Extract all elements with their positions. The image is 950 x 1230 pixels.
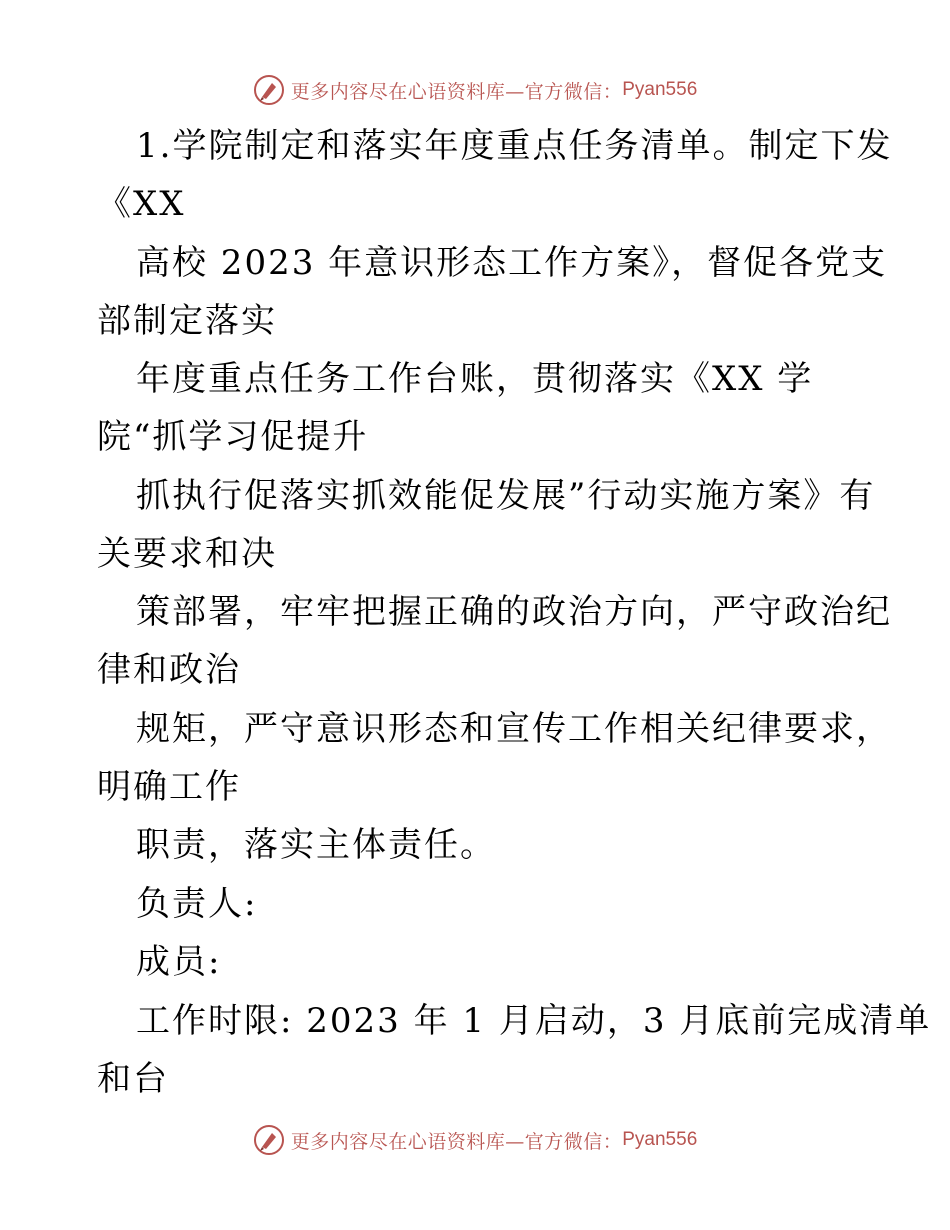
body-line: 规矩，严守意识形态和宣传工作相关纪律要求， — [136, 709, 892, 749]
body-line: 工作时限: 2023 年 1 月启动，3 月底前完成清单 — [136, 1001, 932, 1041]
body-line: 职责，落实主体责任。 — [136, 825, 496, 865]
body-line: 策部署，牢牢把握正确的政治方向，严守政治纪 — [136, 592, 892, 632]
body-line: 成员: — [136, 942, 222, 982]
body-line: 1.学院制定和落实年度重点任务清单。制定下发 — [136, 126, 893, 166]
watermark-wechat-id: Pyan556 — [622, 1129, 698, 1150]
body-line: 抓执行促落实抓效能促发展”行动实施方案》有 — [136, 476, 876, 516]
body-line: 和台 — [97, 1059, 169, 1099]
body-line: 《XX — [97, 184, 186, 224]
body-line: 院“抓学习促提升 — [97, 417, 369, 457]
body-line: 关要求和决 — [97, 534, 277, 574]
body-line: 部制定落实 — [97, 301, 277, 341]
body-line: 律和政治 — [97, 650, 241, 690]
body-line: 明确工作 — [97, 767, 241, 807]
watermark-text: 更多内容尽在心语资料库—官方微信： — [290, 80, 623, 103]
body-line: 年度重点任务工作台账，贯彻落实《XX 学 — [136, 359, 814, 399]
watermark-wechat-id: Pyan556 — [622, 79, 698, 100]
pen-nib-logo-icon — [253, 1124, 285, 1156]
body-line: 负责人: — [136, 884, 258, 924]
footer-watermark — [0, 1122, 950, 1158]
body-line: 高校 2023 年意识形态工作方案》，督促各党支 — [136, 243, 888, 283]
watermark-text: 更多内容尽在心语资料库—官方微信： — [290, 1130, 623, 1153]
